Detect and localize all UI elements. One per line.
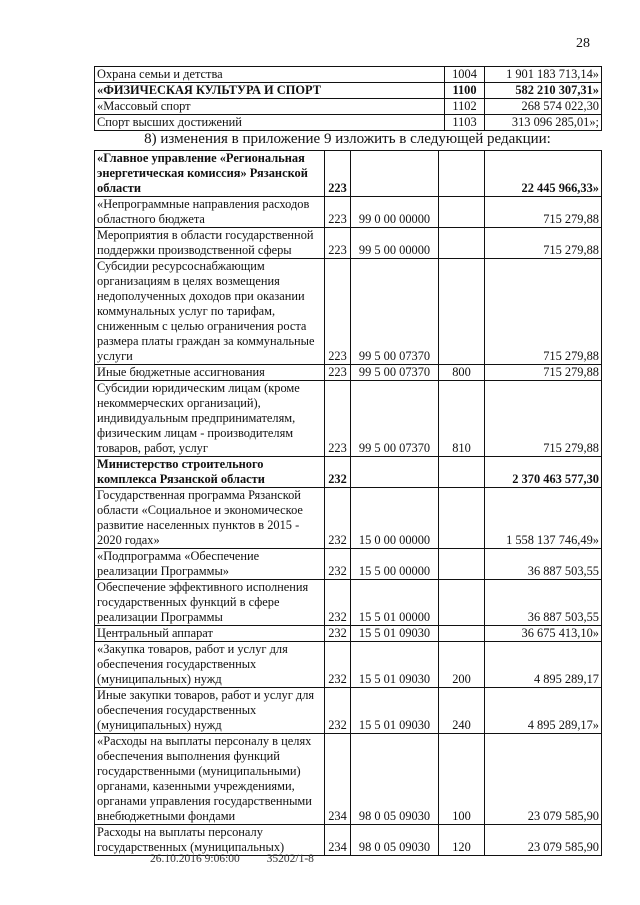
row-ved: 232 (325, 642, 351, 688)
row-name: Субсидии ресурсоснабжающим организациям в целях возмещения недополученных доходов при оказании коммунальных услуг по тарифам, сниженным с целью ограничения роста размера платы граждан за коммунальные услуги (95, 259, 325, 365)
row-csr (351, 457, 439, 488)
row-name: Спорт высших достижений (95, 115, 445, 131)
row-ved: 232 (325, 488, 351, 549)
budget-table (94, 150, 602, 856)
row-ved: 232 (325, 580, 351, 626)
row-name: Расходы на выплаты персоналу государственных (муниципальных) (95, 825, 325, 856)
row-ved: 234 (325, 734, 351, 825)
row-amount: 1 901 183 713,14» (485, 67, 602, 83)
table-row (95, 688, 602, 734)
row-code: 1004 (445, 67, 485, 83)
row-vr: 200 (439, 642, 485, 688)
row-amount: 715 279,88 (485, 259, 602, 365)
row-csr: 99 5 00 07370 (351, 365, 439, 381)
row-csr: 15 5 01 09030 (351, 642, 439, 688)
row-ved: 232 (325, 688, 351, 734)
row-code: 1102 (445, 99, 485, 115)
row-name: «ФИЗИЧЕСКАЯ КУЛЬТУРА И СПОРТ (95, 83, 445, 99)
footer-date: 26.10.2016 9:06:00 (150, 853, 240, 865)
row-name: Субсидии юридическим лицам (кроме некоммерческих организаций), индивидуальным предпринимателям, физическим лицам - производителям товаров, работ, услуг (95, 381, 325, 457)
row-vr (439, 259, 485, 365)
row-name: «Непрограммные направления расходов областного бюджета (95, 197, 325, 228)
row-csr: 99 5 00 07370 (351, 259, 439, 365)
table-row (95, 259, 602, 365)
table-row (95, 67, 602, 83)
footer (150, 853, 338, 865)
row-name: Мероприятия в области государственной поддержки производственной сферы (95, 228, 325, 259)
row-vr: 100 (439, 734, 485, 825)
table-row (95, 151, 602, 197)
table-row (95, 83, 602, 99)
table-row (95, 99, 602, 115)
row-csr: 99 5 00 07370 (351, 381, 439, 457)
row-ved: 223 (325, 365, 351, 381)
row-amount: 715 279,88 (485, 197, 602, 228)
row-name: Охрана семьи и детства (95, 67, 445, 83)
row-ved: 232 (325, 626, 351, 642)
table-row (95, 549, 602, 580)
row-amount: 268 574 022,30 (485, 99, 602, 115)
row-amount: 2 370 463 577,30 (485, 457, 602, 488)
row-vr (439, 457, 485, 488)
row-name: «Закупка товаров, работ и услуг для обеспечения государственных (муниципальных) нужд (95, 642, 325, 688)
table-row (95, 115, 602, 131)
table-row (95, 488, 602, 549)
row-amount: 23 079 585,90 (485, 734, 602, 825)
row-vr (439, 626, 485, 642)
row-name: «Главное управление «Региональная энергетическая комиссия» Рязанской области (95, 151, 325, 197)
row-name: «Расходы на выплаты персоналу в целях обеспечения выполнения функций государственными (муниципальными) органами, казенными учреждениями, органами управления государственными внебюджетными фондами (95, 734, 325, 825)
row-code: 1100 (445, 83, 485, 99)
row-amount: 313 096 285,01»; (485, 115, 602, 131)
row-amount: 715 279,88 (485, 381, 602, 457)
row-vr: 240 (439, 688, 485, 734)
row-ved: 234 (325, 825, 351, 856)
table-row (95, 228, 602, 259)
row-ved: 223 (325, 151, 351, 197)
row-name: Центральный аппарат (95, 626, 325, 642)
table-row (95, 381, 602, 457)
row-vr (439, 488, 485, 549)
row-code: 1103 (445, 115, 485, 131)
row-ved: 223 (325, 197, 351, 228)
row-csr: 15 5 00 00000 (351, 549, 439, 580)
row-csr: 98 0 05 09030 (351, 734, 439, 825)
row-ved: 232 (325, 549, 351, 580)
table-row (95, 734, 602, 825)
row-vr (439, 580, 485, 626)
row-vr (439, 197, 485, 228)
row-name: Иные бюджетные ассигнования (95, 365, 325, 381)
row-amount: 582 210 307,31» (485, 83, 602, 99)
table-row (95, 825, 602, 856)
row-amount: 36 887 503,55 (485, 580, 602, 626)
table-row (95, 197, 602, 228)
row-vr: 810 (439, 381, 485, 457)
row-name: Государственная программа Рязанской области «Социальное и экономическое развитие населенных пунктов в 2015 - 2020 годах» (95, 488, 325, 549)
row-csr: 15 5 01 09030 (351, 626, 439, 642)
row-ved: 223 (325, 228, 351, 259)
row-name: «Массовый спорт (95, 99, 445, 115)
table-row (95, 626, 602, 642)
row-name: Министерство строительного комплекса Рязанской области (95, 457, 325, 488)
row-name: «Подпрограмма «Обеспечение реализации Программы» (95, 549, 325, 580)
row-csr: 15 0 00 00000 (351, 488, 439, 549)
footer-doc-id: 35202/1-8 (266, 853, 314, 865)
page-number: 28 (576, 36, 590, 51)
row-csr: 99 0 00 00000 (351, 197, 439, 228)
row-csr: 15 5 01 09030 (351, 688, 439, 734)
row-vr (439, 549, 485, 580)
row-csr: 15 5 01 00000 (351, 580, 439, 626)
top-table (94, 66, 602, 131)
row-amount: 36 675 413,10» (485, 626, 602, 642)
table-row (95, 580, 602, 626)
row-name: Иные закупки товаров, работ и услуг для обеспечения государственных (муниципальных) нужд (95, 688, 325, 734)
table-row (95, 365, 602, 381)
row-amount: 715 279,88 (485, 365, 602, 381)
row-amount: 1 558 137 746,49» (485, 488, 602, 549)
row-ved: 232 (325, 457, 351, 488)
row-csr: 99 5 00 00000 (351, 228, 439, 259)
row-ved: 223 (325, 259, 351, 365)
row-csr (351, 151, 439, 197)
row-amount: 22 445 966,33» (485, 151, 602, 197)
row-amount: 23 079 585,90 (485, 825, 602, 856)
row-vr (439, 228, 485, 259)
table-row (95, 457, 602, 488)
row-ved: 223 (325, 381, 351, 457)
row-amount: 36 887 503,55 (485, 549, 602, 580)
row-amount: 4 895 289,17 (485, 642, 602, 688)
row-amount: 4 895 289,17» (485, 688, 602, 734)
row-vr: 800 (439, 365, 485, 381)
row-name: Обеспечение эффективного исполнения государственных функций в сфере реализации Программы (95, 580, 325, 626)
row-amount: 715 279,88 (485, 228, 602, 259)
row-vr: 120 (439, 825, 485, 856)
amendment-text: 8) изменения в приложение 9 изложить в следующей редакции: (144, 131, 551, 147)
row-csr: 98 0 05 09030 (351, 825, 439, 856)
table-row (95, 642, 602, 688)
row-vr (439, 151, 485, 197)
